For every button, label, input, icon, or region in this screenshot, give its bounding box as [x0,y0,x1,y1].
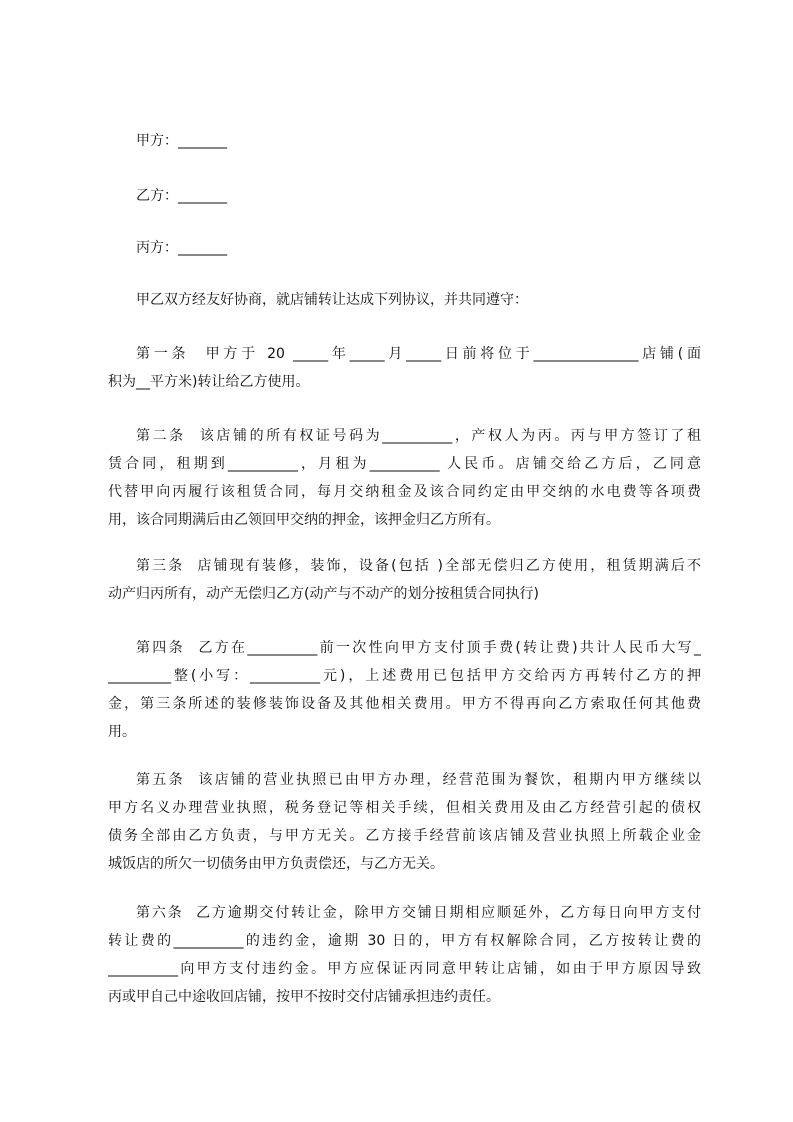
clause-line: __________向甲方支付违约金。甲方应保证丙同意甲转让店铺，如由于甲方原因导致 [108,961,701,977]
clause-line: 代替甲向丙履行该租赁合同，每月交纳租金及该合同约定由甲交纳的水电费等各项费 [108,484,701,500]
clause-line: 金，第三条所述的装修装饰设备及其他相关费用。甲方不得再向乙方索取任何其他费 [108,696,701,712]
clause-line: 动产归丙所有，动产无偿归乙方(动产与不动产的划分按租赁合同执行) [108,586,539,602]
clause-line: 用，该合同期满后由乙领回甲交纳的押金，该押金归乙方所有。 [108,512,500,528]
clause-line: 丙或甲自己中途收回店铺，按甲不按时交付店铺承担违约责任。 [108,989,500,1005]
clause-line: 第六条 乙方逾期交付转让金，除甲方交铺日期相应顺延外，乙方每日向甲方支付 [136,905,701,921]
clause-line: 城饭店的所欠一切债务由甲方负责偿还，与乙方无关。 [108,856,444,872]
clause-line: 积为__平方米)转让给乙方使用。 [108,374,310,390]
clause-line: 第五条 该店铺的营业执照已由甲方办理，经营范围为餐饮，租期内甲方继续以 [136,772,701,788]
clause-line: 第四条 乙方在__________前一次性向甲方支付顶手费(转让费)共计人民币大写_ [136,640,701,656]
clause-line: 第三条 店铺现有装修，装饰，设备(包括 )全部无偿归乙方使用，租赁期满后不 [136,558,701,574]
clause-6 [108,899,701,1011]
clause-2 [108,422,701,534]
clause-1 [108,340,701,396]
party-a-line: 甲方：_______ [136,133,227,149]
clause-line: 第一条 甲方于 20 _____年_____月_____日前将位于_______________店铺(面 [136,346,701,362]
clause-5 [108,766,701,878]
party-c-line: 丙方：_______ [136,240,227,256]
clause-line: 债务全部由乙方负责，与甲方无关。乙方接手经营前该店铺及营业执照上所载企业金 [108,828,701,844]
clause-line: 转让费的__________的违约金，逾期 30 日的，甲方有权解除合同，乙方按转让费的 [108,933,701,949]
clause-line: 用。 [108,724,136,740]
clause-4 [108,634,701,746]
party-b-line: 乙方：_______ [136,188,227,204]
intro-paragraph: 甲乙双方经友好协商，就店铺转让达成下列协议，并共同遵守： [136,292,528,308]
clause-line: 甲方名义办理营业执照，税务登记等相关手续，但相关费用及由乙方经营引起的债权 [108,800,701,816]
clause-line: 第二条 该店铺的所有权证号码为__________，产权人为丙。丙与甲方签订了租 [136,428,701,444]
clause-3 [108,552,701,608]
clause-line: _________整(小写：__________元)，上述费用已包括甲方交给丙方再转付乙方的押 [108,668,701,684]
clause-line: 赁合同，租期到__________，月租为__________ 人民币。店铺交给乙方后，乙同意 [108,456,701,472]
